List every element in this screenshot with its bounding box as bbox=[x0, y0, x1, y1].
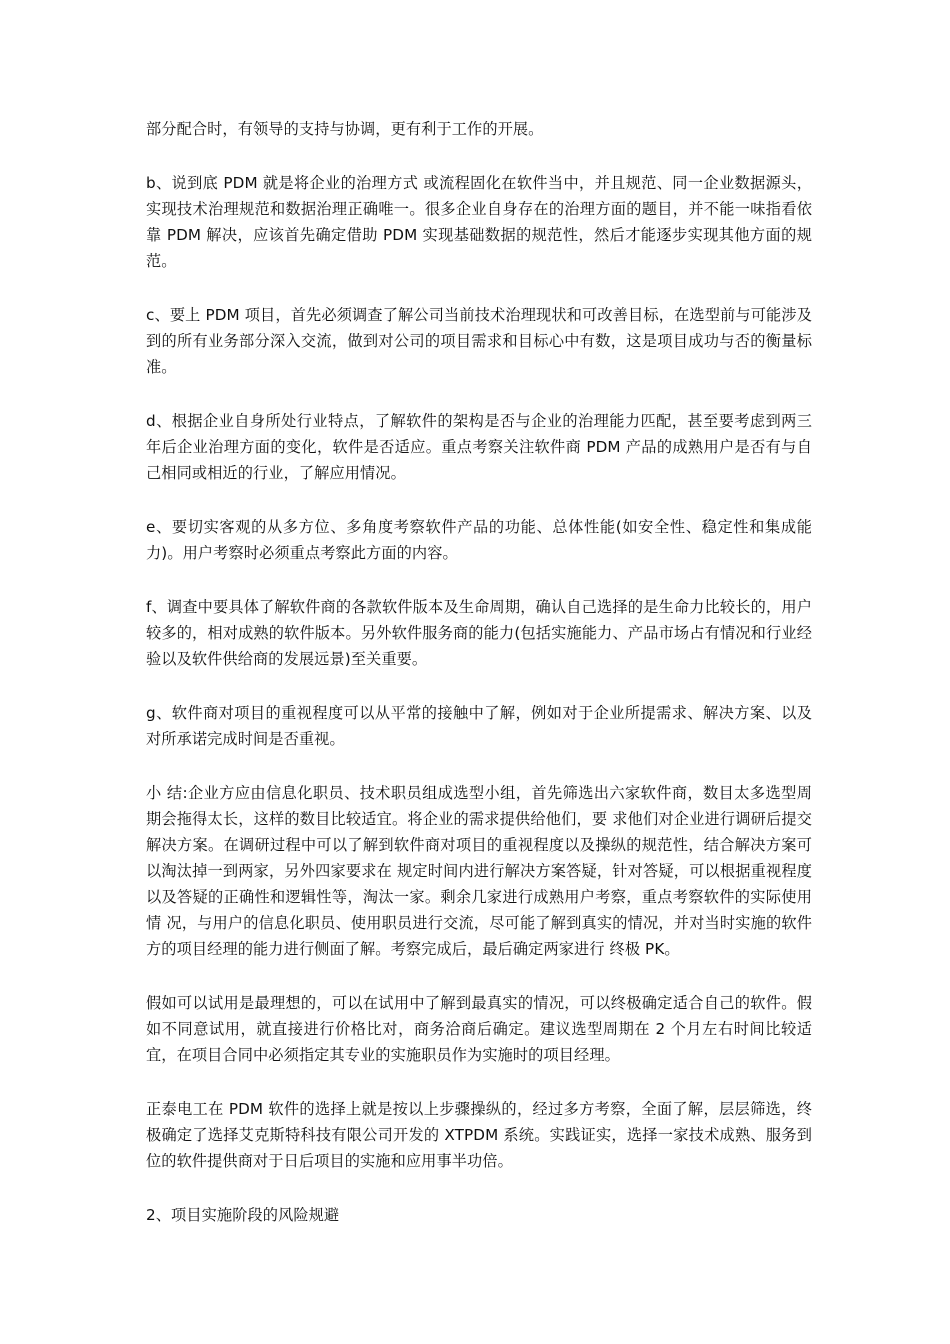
paragraph-case-study: 正泰电工在 PDM 软件的选择上就是按以上步骤操纵的，经过多方考察，全面了解，层层筛选，终极确定了选择艾克斯特科技有限公司开发的 XTPDM 系统。实践证实，选择一家技术成熟、服务到位的软件提供商对于日后项目的实施和应用事半功倍。 bbox=[146, 1100, 812, 1170]
paragraph-summary: 小 结:企业方应由信息化职员、技术职员组成选型小组，首先筛选出六家软件商，数目太多选型周期会拖得太长，这样的数目比较适宜。将企业的需求提供给他们，要 求他们对企业进行调研后提交解决方案。在调研过程中可以了解到软件商对项目的重视程度以及操纵的规范性，结合解决方案可以淘汰掉一到两家，另外四家要求在 规定时间内进行解决方案答疑，针对答疑，可以根据重视程度以及答疑的正确性和逻辑性等，淘汰一家。剩余几家进行成熟用户考察，重点考察软件的实际使用情 况，与用户的信息化职员、使用职员进行交流，尽可能了解到真实的情况，并对当时实施的软件方的项目经理的能力进行侧面了解。考察完成后，最后确定两家进行 终极 PK。 bbox=[146, 784, 812, 958]
paragraph-b-standardization: b、说到底 PDM 就是将企业的治理方式 或流程固化在软件当中，并且规范、同一企业数据源头，实现技术治理规范和数据治理正确唯一。很多企业自身存在的治理方面的题目，并不能一味指看依靠 PDM 解决，应该首先确定借助 PDM 实现基础数据的规范性，然后才能逐步实现其他方面的规范。 bbox=[146, 174, 812, 270]
document-body bbox=[146, 116, 812, 1228]
paragraph-g-attention: g、软件商对项目的重视程度可以从平常的接触中了解，例如对于企业所提需求、解决方案、以及对所承诺完成时间是否重视。 bbox=[146, 704, 812, 748]
paragraph-d-industry-fit: d、根据企业自身所处行业特点，了解软件的架构是否与企业的治理能力匹配，甚至要考虑到两三年后企业治理方面的变化，软件是否适应。重点考察关注软件商 PDM 产品的成熟用户是否有与自己相同或相近的行业，了解应用情况。 bbox=[146, 412, 812, 482]
paragraph-c-requirements: c、要上 PDM 项目，首先必须调查了解公司当前技术治理现状和可改善目标，在选型前与可能涉及到的所有业务部分深入交流，做到对公司的项目需求和目标心中有数，这是项目成功与否的衡量标准。 bbox=[146, 306, 812, 376]
paragraph-leadership-support: 部分配合时，有领导的支持与协调，更有利于工作的开展。 bbox=[146, 120, 544, 138]
section-heading-implementation-risk: 2、项目实施阶段的风险规避 bbox=[146, 1206, 340, 1224]
paragraph-e-performance: e、要切实客观的从多方位、多角度考察软件产品的功能、总体性能(如安全性、稳定性和集成能力)。用户考察时必须重点考察此方面的内容。 bbox=[146, 518, 812, 562]
paragraph-f-lifecycle: f、调查中要具体了解软件商的各款软件版本及生命周期，确认自己选择的是生命力比较长的，用户较多的，相对成熟的软件版本。另外软件服务商的能力(包括实施能力、产品市场占有情况和行业经验以及软件供给商的发展远景)至关重要。 bbox=[146, 598, 812, 668]
paragraph-trial: 假如可以试用是最理想的，可以在试用中了解到最真实的情况，可以终极确定适合自己的软件。假如不同意试用，就直接进行价格比对，商务洽商后确定。建议选型周期在 2 个月左右时间比较适宜，在项目合同中必须指定其专业的实施职员作为实施时的项目经理。 bbox=[146, 994, 812, 1064]
